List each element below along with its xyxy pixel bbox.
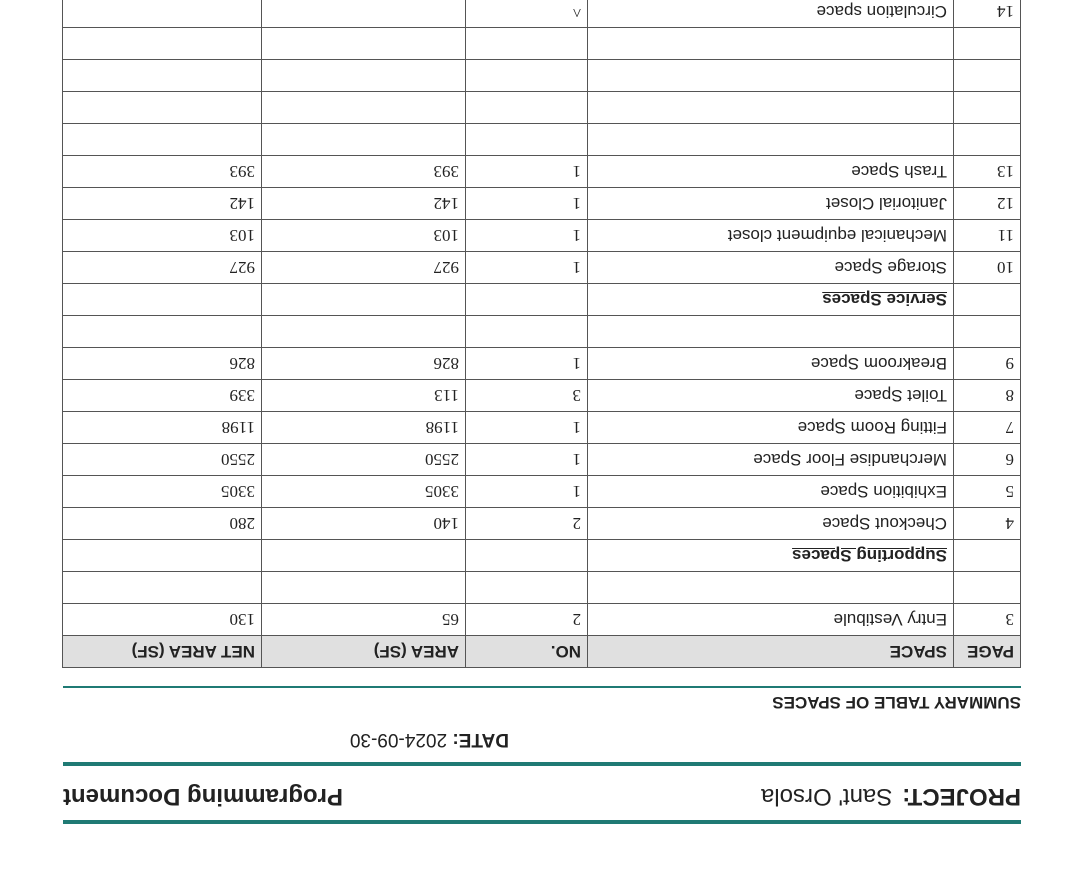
cell-page: 5 (954, 476, 1021, 508)
cell-space: Checkout Space (588, 508, 954, 540)
table-group-row (63, 540, 1021, 572)
cell-no: 1 (466, 220, 588, 252)
date-line (350, 728, 509, 750)
col-header-area: AREA (SF) (262, 636, 466, 668)
table-row (63, 444, 1021, 476)
cell-area (262, 60, 466, 92)
project-info (761, 782, 1021, 810)
table-row (63, 348, 1021, 380)
table-header-row (63, 636, 1021, 668)
cell-space (588, 572, 954, 604)
cell-no: 3 (466, 380, 588, 412)
col-header-page: PAGE (954, 636, 1021, 668)
cell-no: ^ (466, 0, 588, 28)
cell-page (954, 92, 1021, 124)
cell-space: Fitting Room Space (588, 412, 954, 444)
cell-space (588, 28, 954, 60)
cell-page (954, 540, 1021, 572)
cell-net-area: 103 (63, 220, 262, 252)
project-label: PROJECT: (902, 783, 1021, 810)
cell-no (466, 28, 588, 60)
header-rule (63, 762, 1021, 766)
cell-area (262, 28, 466, 60)
cell-space: Circulation space (588, 0, 954, 28)
cell-page: 14 (954, 0, 1021, 28)
cell-net-area (63, 284, 262, 316)
cell-net-area (63, 316, 262, 348)
cell-area: 2550 (262, 444, 466, 476)
cell-area: 65 (262, 604, 466, 636)
cell-page: 3 (954, 604, 1021, 636)
cell-no (466, 572, 588, 604)
table-row (63, 412, 1021, 444)
cell-area: 927 (262, 252, 466, 284)
cell-net-area: 142 (63, 188, 262, 220)
cell-space (588, 60, 954, 92)
cell-space: Toilet Space (588, 380, 954, 412)
cell-space: Breakroom Space (588, 348, 954, 380)
table-row (63, 0, 1021, 28)
summary-rule (63, 686, 1021, 688)
project-header (63, 782, 1021, 810)
cell-space (588, 92, 954, 124)
cell-space: Storage Space (588, 252, 954, 284)
cell-area (262, 316, 466, 348)
cell-no (466, 316, 588, 348)
table-group-row (63, 284, 1021, 316)
cell-page (954, 572, 1021, 604)
cell-no: 1 (466, 412, 588, 444)
cell-no (466, 60, 588, 92)
cell-no (466, 284, 588, 316)
cell-no: 1 (466, 188, 588, 220)
table-row (63, 220, 1021, 252)
cell-area (262, 540, 466, 572)
cell-net-area: 339 (63, 380, 262, 412)
cell-no: 2 (466, 508, 588, 540)
cell-no: 1 (466, 252, 588, 284)
cell-no: 1 (466, 476, 588, 508)
cell-space: Merchandise Floor Space (588, 444, 954, 476)
cell-no (466, 540, 588, 572)
cell-net-area: 130 (63, 604, 262, 636)
document-title: Programming Document (63, 783, 344, 810)
spaces-table (62, 0, 1021, 668)
col-header-no: NO. (466, 636, 588, 668)
document-title-wrap (63, 782, 343, 810)
cell-net-area: 2550 (63, 444, 262, 476)
cell-page: 6 (954, 444, 1021, 476)
table-row (63, 252, 1021, 284)
table-row (63, 188, 1021, 220)
cell-page: 8 (954, 380, 1021, 412)
cell-area (262, 124, 466, 156)
cell-page: 13 (954, 156, 1021, 188)
cell-area (262, 572, 466, 604)
cell-no (466, 92, 588, 124)
table-row (63, 508, 1021, 540)
cell-area: 142 (262, 188, 466, 220)
cell-area: 140 (262, 508, 466, 540)
table-row (63, 604, 1021, 636)
table-row (63, 316, 1021, 348)
cell-group-label: Service Spaces (588, 284, 954, 316)
cell-area: 3305 (262, 476, 466, 508)
cell-group-label: Supporting Spaces (588, 540, 954, 572)
cell-no: 1 (466, 444, 588, 476)
cell-area: 826 (262, 348, 466, 380)
cell-page: 4 (954, 508, 1021, 540)
cell-no (466, 124, 588, 156)
cell-space: Trash Space (588, 156, 954, 188)
table-row (63, 28, 1021, 60)
date-value: 2024-09-30 (349, 729, 448, 750)
cell-no: 2 (466, 604, 588, 636)
cell-space: Entry Vestibule (588, 604, 954, 636)
table-row (63, 476, 1021, 508)
table-row (63, 60, 1021, 92)
cell-page: 9 (954, 348, 1021, 380)
project-name: Sant' Orsola (761, 783, 893, 810)
table-row (63, 380, 1021, 412)
cell-page (954, 124, 1021, 156)
cell-area (262, 284, 466, 316)
cell-page (954, 316, 1021, 348)
cell-page (954, 60, 1021, 92)
cell-space: Janitorial Closet (588, 188, 954, 220)
table-row (63, 124, 1021, 156)
top-rule (63, 820, 1021, 824)
cell-page: 10 (954, 252, 1021, 284)
cell-net-area (63, 572, 262, 604)
cell-net-area (63, 540, 262, 572)
cell-area: 1198 (262, 412, 466, 444)
cell-net-area: 3305 (63, 476, 262, 508)
col-header-net-area: NET AREA (SF) (63, 636, 262, 668)
cell-area (262, 92, 466, 124)
cell-no: 1 (466, 156, 588, 188)
cell-net-area (63, 28, 262, 60)
cell-net-area: 927 (63, 252, 262, 284)
cell-net-area (63, 60, 262, 92)
cell-page: 11 (954, 220, 1021, 252)
cell-area: 393 (262, 156, 466, 188)
cell-net-area: 1198 (63, 412, 262, 444)
cell-no: 1 (466, 348, 588, 380)
cell-space: Mechanical equipment closet (588, 220, 954, 252)
cell-page (954, 28, 1021, 60)
cell-area: 113 (262, 380, 466, 412)
cell-net-area (63, 92, 262, 124)
table-row (63, 92, 1021, 124)
cell-space: Exhibition Space (588, 476, 954, 508)
cell-net-area: 280 (63, 508, 262, 540)
cell-page (954, 284, 1021, 316)
col-header-space: SPACE (588, 636, 954, 668)
cell-net-area: 393 (63, 156, 262, 188)
table-row (63, 156, 1021, 188)
cell-page: 12 (954, 188, 1021, 220)
cell-area (262, 0, 466, 28)
cell-net-area: 826 (63, 348, 262, 380)
cell-net-area (63, 0, 262, 28)
date-label: DATE: (452, 729, 509, 750)
summary-title: SUMMARY TABLE OF SPACES (772, 693, 1021, 712)
cell-net-area (63, 124, 262, 156)
cell-area: 103 (262, 220, 466, 252)
cell-page: 7 (954, 412, 1021, 444)
table-row (63, 572, 1021, 604)
cell-space (588, 124, 954, 156)
cell-space (588, 316, 954, 348)
